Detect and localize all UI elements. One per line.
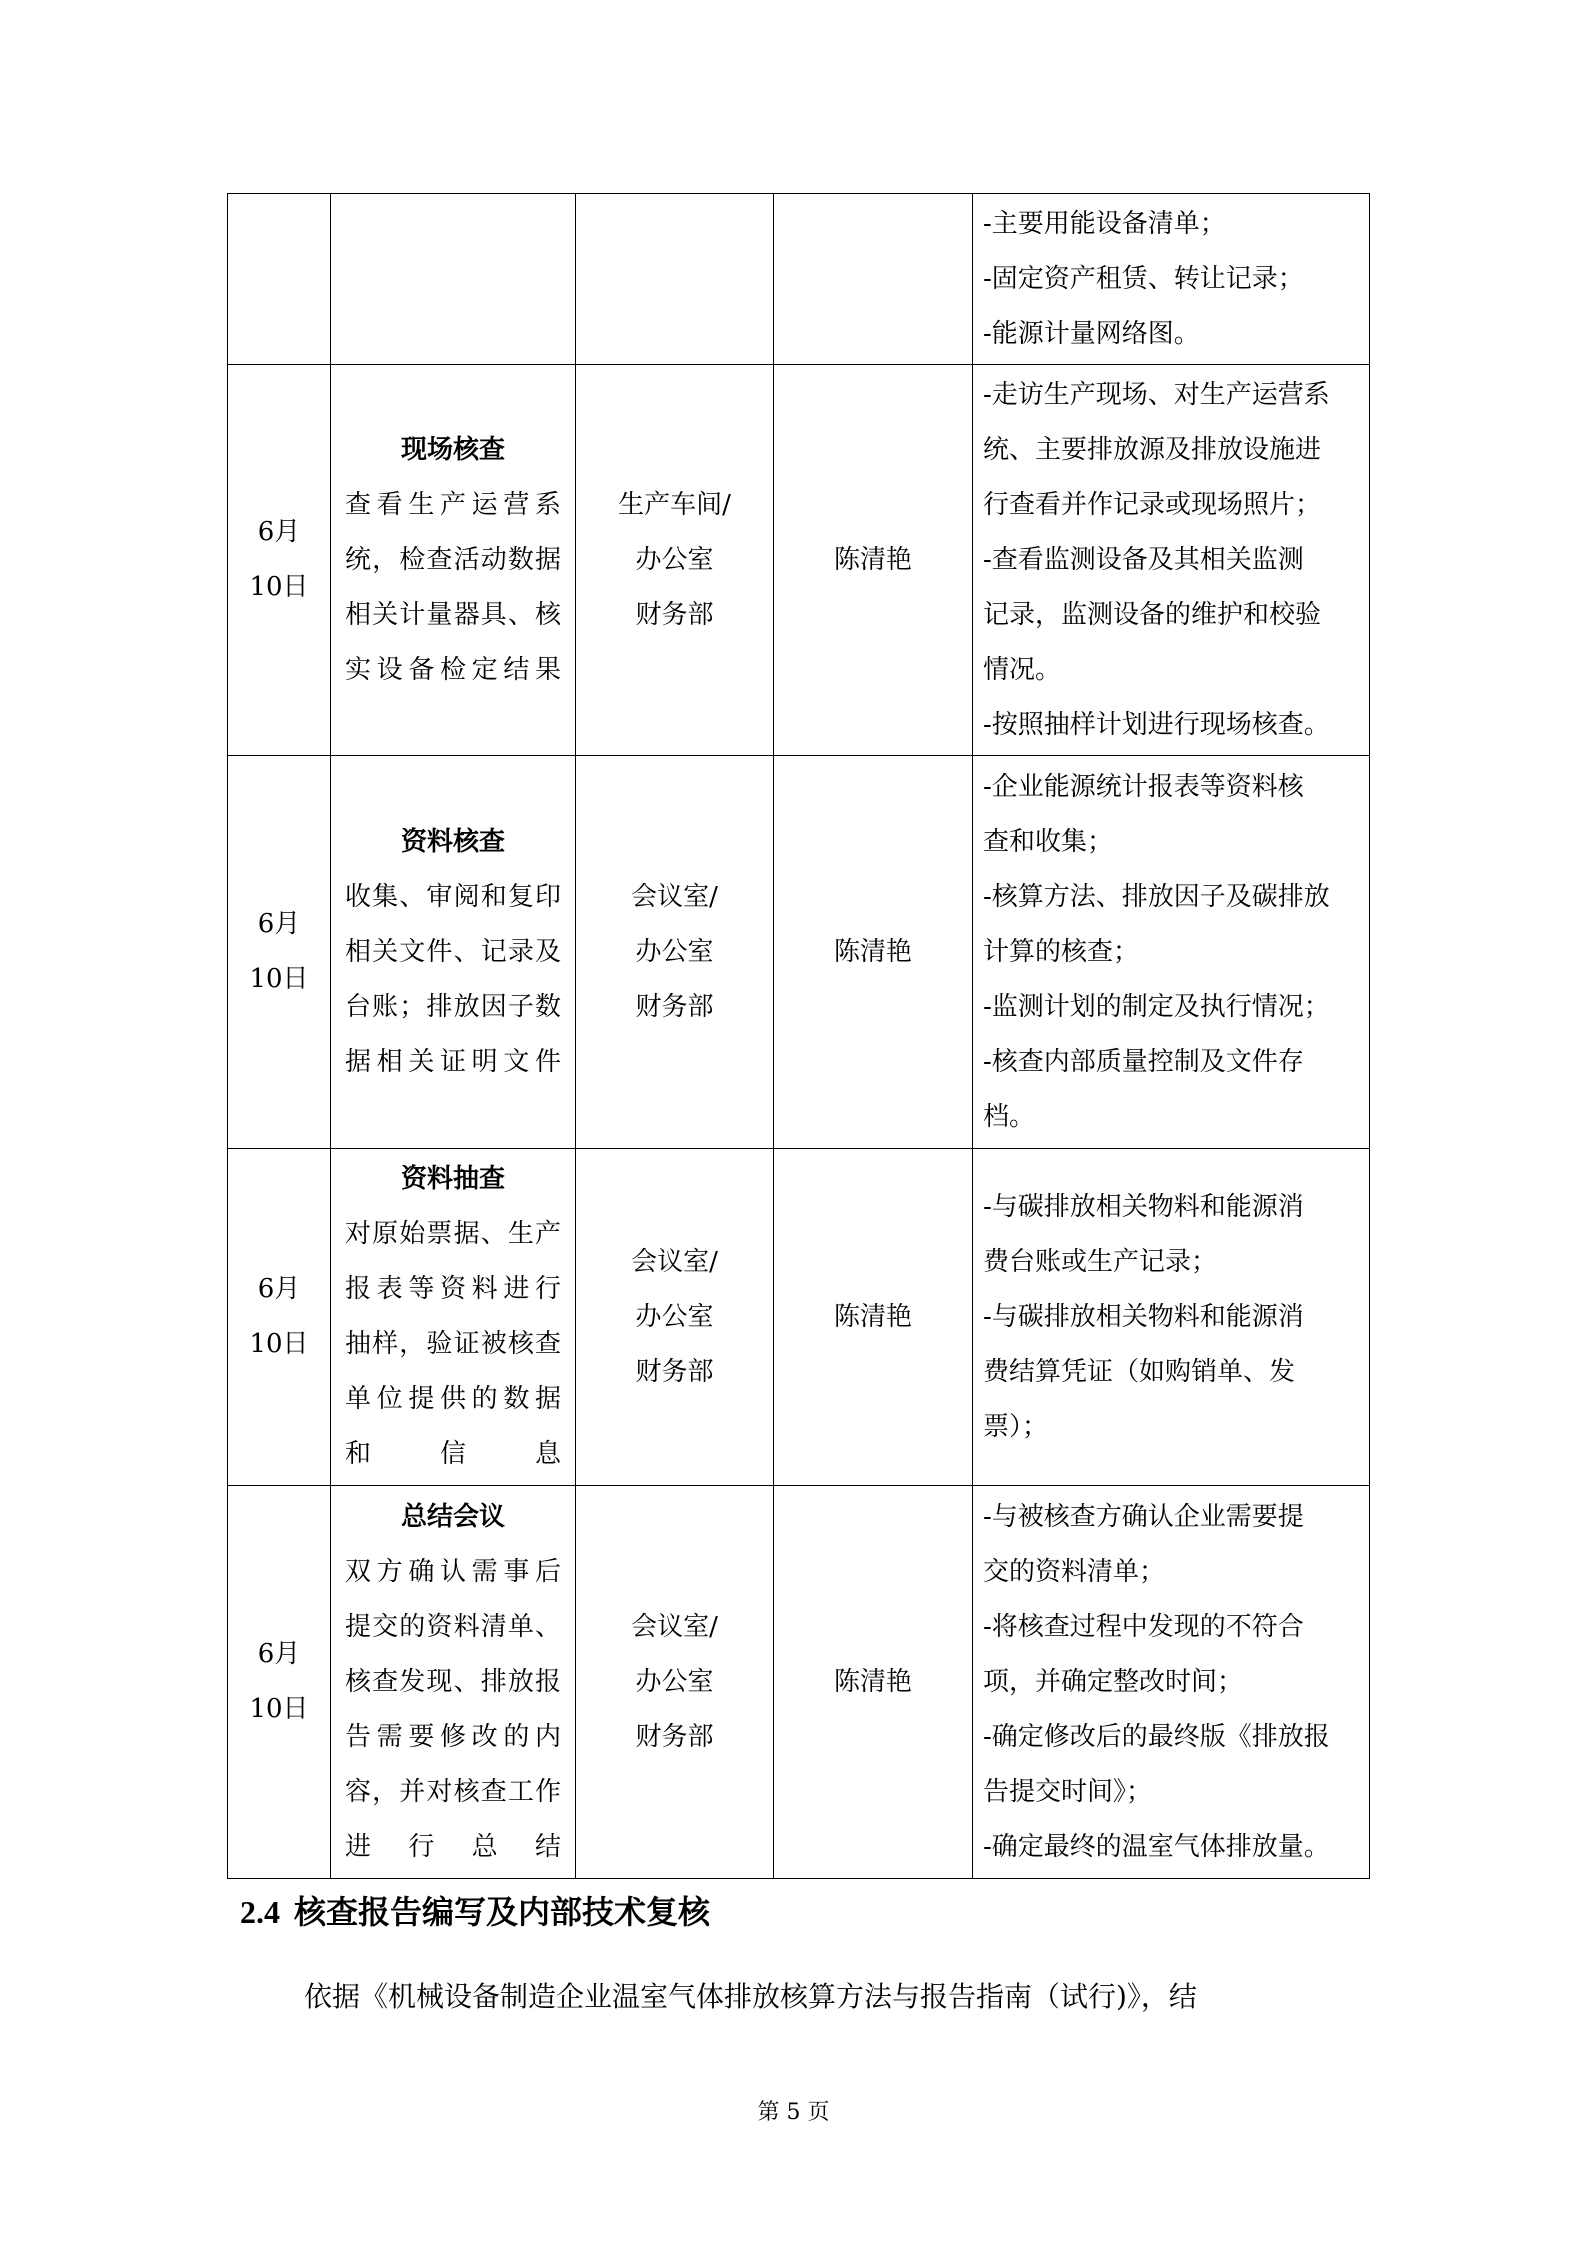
location-line: 办公室	[635, 544, 714, 575]
check-item-line: -确定修改后的最终版《排放报	[983, 1721, 1330, 1752]
task-title: 总结会议	[400, 1501, 505, 1532]
location-cell	[576, 756, 774, 1149]
schedule-row	[228, 1149, 1370, 1486]
task-description-line: 据相关证明文件	[345, 1046, 561, 1077]
task-title: 资料抽查	[400, 1164, 505, 1194]
location-cell	[576, 1149, 774, 1486]
check-item-line: 项，并确定整改时间；	[983, 1666, 1244, 1697]
location-line: 会议室/	[631, 881, 718, 912]
date-line: 6月	[257, 517, 301, 547]
check-item-line: 情况。	[983, 654, 1062, 685]
check-item-line: -固定资产租赁、转让记录；	[983, 263, 1304, 294]
personnel-cell	[774, 194, 973, 365]
check-item-line: -能源计量网络图。	[983, 318, 1200, 349]
body-paragraph: 依据《机械设备制造企业温室气体排放核算方法与报告指南（试行)》，结	[304, 1980, 1197, 2013]
date-line: 10日	[249, 1694, 309, 1724]
task-cell	[331, 1486, 576, 1879]
check-item-line: -查看监测设备及其相关监测	[983, 544, 1304, 575]
task-description-line: 容，并对核查工作	[345, 1776, 561, 1807]
check-item-line: -核算方法、排放因子及碳排放	[983, 881, 1330, 912]
task-description-line: 抽样，验证被核查	[345, 1329, 561, 1359]
task-cell	[331, 365, 576, 756]
location-line: 生产车间/	[618, 489, 731, 520]
task-title: 现场核查	[400, 434, 505, 465]
location-line: 会议室/	[631, 1611, 718, 1642]
task-description-line: 台账；排放因子数	[345, 991, 561, 1022]
task-description-line: 核查发现、排放报	[345, 1666, 561, 1697]
check-item-line: 告提交时间》；	[983, 1776, 1153, 1807]
check-item-line: -确定最终的温室气体排放量。	[983, 1831, 1330, 1862]
check-item-line: -走访生产现场、对生产运营系	[983, 379, 1330, 410]
check-item-line: 计算的核查；	[983, 936, 1140, 967]
personnel-name: 陈清艳	[833, 936, 912, 967]
date-cell	[228, 365, 331, 756]
location-line: 财务部	[635, 1356, 714, 1387]
check-item-line: 行查看并作记录或现场照片；	[983, 489, 1322, 520]
location-line: 财务部	[635, 599, 714, 630]
schedule-row	[228, 756, 1370, 1149]
check-item-line: -将核查过程中发现的不符合	[983, 1611, 1304, 1642]
page-footer: 第 5 页	[757, 2100, 830, 2125]
date-line: 10日	[249, 1329, 309, 1359]
check-items-cell	[973, 756, 1370, 1149]
location-line: 财务部	[635, 991, 714, 1022]
date-line: 6月	[257, 1639, 301, 1669]
schedule-row	[228, 194, 1370, 365]
date-line: 6月	[257, 909, 301, 939]
check-items-cell	[973, 365, 1370, 756]
task-cell	[331, 756, 576, 1149]
section-heading	[240, 1887, 710, 1933]
schedule-row	[228, 1486, 1370, 1879]
task-description-line: 相关文件、记录及	[345, 936, 561, 967]
check-item-line: 交的资料清单；	[983, 1556, 1166, 1587]
task-description-line: 和信息	[345, 1439, 561, 1469]
location-line: 办公室	[635, 1301, 714, 1332]
task-description-line: 单位提供的数据	[345, 1384, 561, 1414]
location-cell	[576, 194, 774, 365]
date-line: 6月	[257, 1274, 301, 1304]
personnel-cell	[774, 1149, 973, 1486]
check-item-line: 记录，监测设备的维护和校验	[983, 599, 1322, 630]
task-description-line: 双方确认需事后	[345, 1556, 561, 1587]
date-cell	[228, 194, 331, 365]
task-cell	[331, 1149, 576, 1486]
location-line: 财务部	[635, 1721, 714, 1752]
location-line: 办公室	[635, 936, 714, 967]
personnel-cell	[774, 1486, 973, 1879]
date-cell	[228, 756, 331, 1149]
task-description-line: 实设备检定结果	[345, 654, 561, 685]
check-item-line: -按照抽样计划进行现场核查。	[983, 709, 1330, 740]
personnel-name: 陈清艳	[833, 544, 912, 575]
task-description-line: 进行总结	[345, 1831, 561, 1862]
location-line: 会议室/	[631, 1246, 718, 1277]
task-description-line: 告需要修改的内	[345, 1721, 561, 1752]
check-item-line: 档。	[983, 1101, 1036, 1132]
task-description-line: 相关计量器具、核	[345, 599, 561, 630]
task-title: 资料核查	[400, 826, 505, 857]
check-item-line: -与碳排放相关物料和能源消	[983, 1191, 1304, 1222]
personnel-cell	[774, 756, 973, 1149]
check-item-line: 统、主要排放源及排放设施进	[983, 434, 1322, 465]
check-item-line: -主要用能设备清单；	[983, 208, 1226, 239]
schedule-row	[228, 365, 1370, 756]
location-line: 办公室	[635, 1666, 714, 1697]
task-description-line: 查看生产运营系	[345, 489, 561, 520]
check-items-cell	[973, 1149, 1370, 1486]
check-items-cell	[973, 1486, 1370, 1879]
personnel-cell	[774, 365, 973, 756]
task-cell	[331, 194, 576, 365]
location-cell	[576, 1486, 774, 1879]
check-items-cell	[973, 194, 1370, 365]
date-line: 10日	[249, 572, 309, 602]
task-description-line: 对原始票据、生产	[345, 1219, 561, 1249]
personnel-name: 陈清艳	[833, 1666, 912, 1697]
check-item-line: 费台账或生产记录；	[983, 1246, 1218, 1277]
check-item-line: 查和收集；	[983, 826, 1114, 857]
check-item-line: 费结算凭证（如购销单、发票）；	[983, 1356, 1296, 1442]
task-description-line: 收集、审阅和复印	[345, 881, 561, 912]
personnel-name: 陈清艳	[833, 1301, 912, 1332]
task-description-line: 报表等资料进行	[345, 1274, 561, 1304]
check-item-line: -核查内部质量控制及文件存	[983, 1046, 1304, 1077]
table-body	[228, 194, 1370, 1879]
task-description-line: 提交的资料清单、	[345, 1611, 561, 1642]
date-line: 10日	[249, 964, 309, 994]
check-item-line: -与被核查方确认企业需要提	[983, 1501, 1304, 1532]
date-cell	[228, 1486, 331, 1879]
check-item-line: -监测计划的制定及执行情况；	[983, 991, 1330, 1022]
check-item-line: -与碳排放相关物料和能源消	[983, 1301, 1304, 1332]
verification-schedule-table	[227, 193, 1370, 1879]
task-description-line: 统，检查活动数据	[345, 544, 561, 575]
location-cell	[576, 365, 774, 756]
section-title: 核查报告编写及内部技术复核	[294, 1893, 711, 1931]
check-item-line: -企业能源统计报表等资料核	[983, 771, 1304, 802]
date-cell	[228, 1149, 331, 1486]
section-number: 2.4	[240, 1894, 280, 1930]
